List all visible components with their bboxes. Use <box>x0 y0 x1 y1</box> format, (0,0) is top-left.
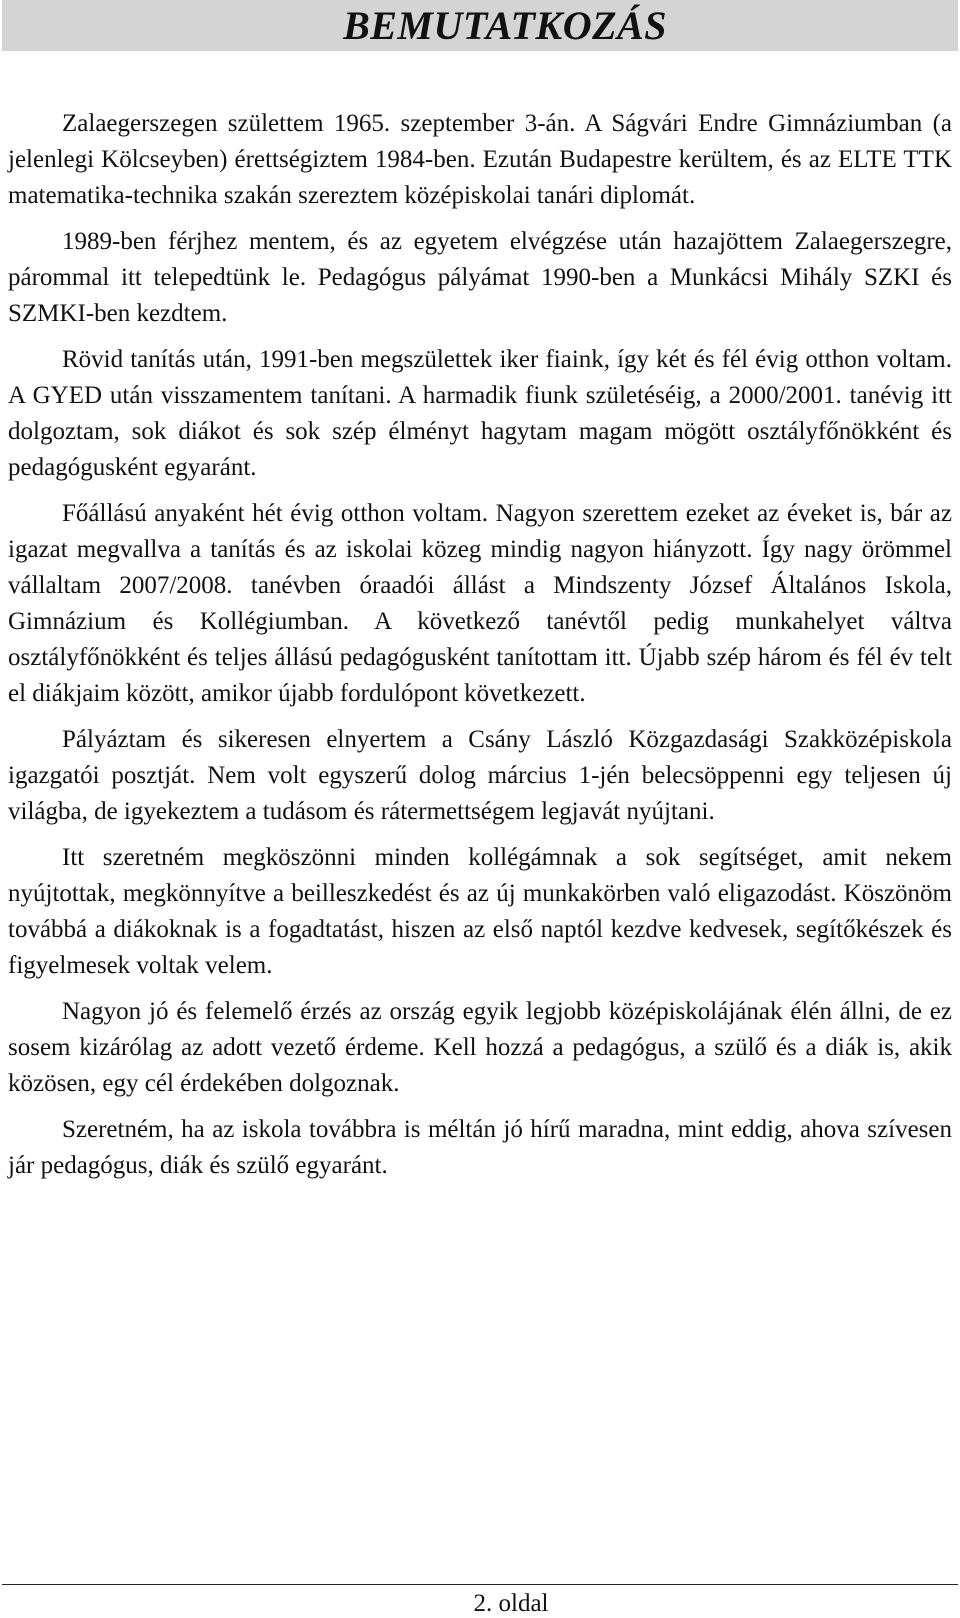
paragraph-7: Nagyon jó és felemelő érzés az ország egyik legjobb középiskolájának élén állni, de ez sosem kizárólag az adott vezető érdeme. Kell hozzá a pedagógus, a szülő és a diák is, akik közösen, egy cél érdekében dolgoznak. <box>8 998 952 1097</box>
paragraph-4: Főállású anyaként hét évig otthon voltam. Nagyon szerettem ezeket az éveket is, bár az igazat megvallva a tanítás és az iskolai közeg mindig nagyon hiányzott. Így nagy örömmel vállaltam 2007/2008. tanévben óraadói állást a Mindszenty József Általános Iskola, Gimnázium és Kollégiumban. A következő tanévtől pedig munkahelyet váltva osztályfőnökként és teljes állású pedagógusként tanítottam itt. Újabb szép három és fél év telt el diákjaim között, amikor újabb fordulópont következett. <box>8 500 952 707</box>
paragraph-5: Pályáztam és sikeresen elnyertem a Csány László Közgazdasági Szakközépiskola igazgatói posztját. Nem volt egyszerű dolog március 1-jén belecsöppenni egy teljesen új világba, de igyekeztem a tudásom és rátermettségem legjavát nyújtani. <box>8 726 952 825</box>
title-banner <box>2 0 958 51</box>
document-body <box>8 106 952 1194</box>
footer-divider <box>2 1584 958 1585</box>
paragraph-8: Szeretném, ha az iskola továbbra is méltán jó hírű maradna, mint eddig, ahova szívesen jár pedagógus, diák és szülő egyaránt. <box>8 1116 952 1179</box>
paragraph-2: 1989-ben férjhez mentem, és az egyetem elvégzése után hazajöttem Zalaegerszegre, párommal itt telepedtünk le. Pedagógus pályámat 1990-ben a Munkácsi Mihály SZKI és SZMKI-ben kezdtem. <box>8 228 952 327</box>
paragraph-3: Rövid tanítás után, 1991-ben megszülettek iker fiaink, így két és fél évig otthon voltam. A GYED után visszamentem tanítani. A harmadik fiunk születéséig, a 2000/2001. tanévig itt dolgoztam, sok diákot és sok szép élményt hagytam magam mögött osztályfőnökként és pedagógusként egyaránt. <box>8 346 952 481</box>
paragraph-6: Itt szeretném megköszönni minden kollégámnak a sok segítséget, amit nekem nyújtottak, megkönnyítve a beilleszkedést és az új munkakörben való eligazodást. Köszönöm továbbá a diákoknak is a fogadtatást, hiszen az első naptól kezdve kedvesek, segítőkészek és figyelmesek voltak velem. <box>8 844 952 979</box>
page-title: BEMUTATKOZÁS <box>343 3 667 48</box>
paragraph-1: Zalaegerszegen születtem 1965. szeptember 3-án. A Ságvári Endre Gimnáziumban (a jelenlegi Kölcseyben) érettségiztem 1984-ben. Ezután Budapestre kerültem, és az ELTE TTK matematika-technika szakán szereztem középiskolai tanári diplomát. <box>8 110 952 209</box>
page-number: 2. oldal <box>473 1590 549 1617</box>
